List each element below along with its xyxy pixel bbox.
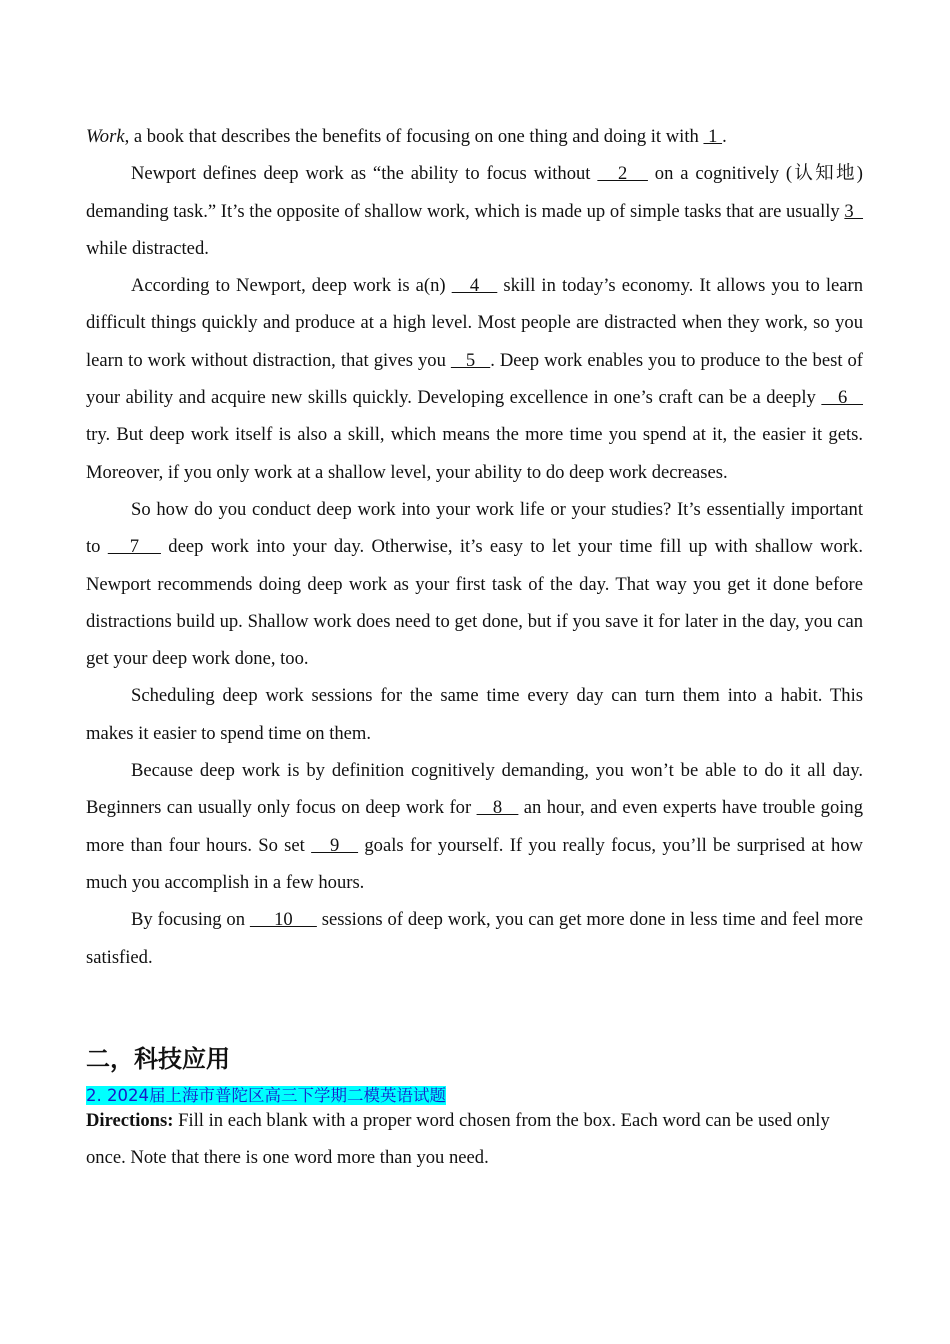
passage-paragraph: By focusing on 10 sessions of deep work, you can get more done in less time and feel more satisfied.	[86, 909, 863, 968]
passage-paragraph: Newport defines deep work as “the ability to focus without 2 on a cognitively (认知地) demanding task.” It’s the opposite of shallow work, which is made up of simple tasks that are usually 3 while distracted.	[86, 163, 864, 259]
passage-paragraph: So how do you conduct deep work into your work life or your studies? It’s essentially important to 7 deep work into your day. Otherwise, it’s easy to let your time fill up with shallow work. Newport recommends doing deep work as your first task of the day. That way you get it done before distractions build up. Shallow work does need to get done, but if you save it for later in the day, you can get your deep work done, too.	[86, 498, 863, 670]
blank-9: 9	[311, 834, 359, 856]
section-heading: 二，科技应用	[86, 1045, 230, 1073]
blank-10: 10	[249, 909, 317, 931]
passage-paragraph: Scheduling deep work sessions for the same time every day can turn them into a habit. This makes it easier to spend time on them.	[86, 685, 863, 744]
blank-6: 6	[821, 387, 863, 409]
blank-5: 5	[450, 349, 491, 371]
blank-3: 3	[844, 200, 864, 222]
blank-2: 2	[597, 163, 648, 185]
passage-paragraph: Work, a book that describes the benefits of focusing on one thing and doing it with 1 .	[86, 126, 727, 147]
directions-text: Directions: Fill in each blank with a proper word chosen from the box. Each word can be used only once. Note that there is one word more than you need.	[86, 1110, 830, 1169]
exam-source-highlight: 2. 2024届上海市普陀区高三下学期二模英语试题	[86, 1086, 446, 1105]
blank-8: 8	[476, 797, 519, 819]
passage-paragraph: According to Newport, deep work is a(n) 4 skill in today’s economy. It allows you to learn difficult things quickly and produce at a high level. Most people are distracted when they work, so you learn to work without distraction, that gives you 5 . Deep work enables you to produce to the best of your ability and acquire new skills quickly. Developing excellence in one’s craft can be a deeply 6 try. But deep work itself is also a skill, which means the more time you spend at it, the easier it gets. Moreover, if you only work at a shallow level, your ability to do deep work decreases.	[86, 275, 863, 483]
directions-label: Directions:	[86, 1110, 174, 1131]
book-title-fragment: Work	[86, 126, 125, 147]
blank-7: 7	[107, 536, 161, 558]
blank-4: 4	[451, 275, 498, 297]
passage-body	[86, 118, 863, 976]
blank-1: 1	[703, 126, 723, 147]
passage-paragraph: Because deep work is by definition cognitively demanding, you won’t be able to do it all day. Beginners can usually only focus on deep work for 8 an hour, and even experts have trouble going more than four hours. So set 9 goals for yourself. If you really focus, you’ll be surprised at how much you accomplish in a few hours.	[86, 760, 863, 893]
